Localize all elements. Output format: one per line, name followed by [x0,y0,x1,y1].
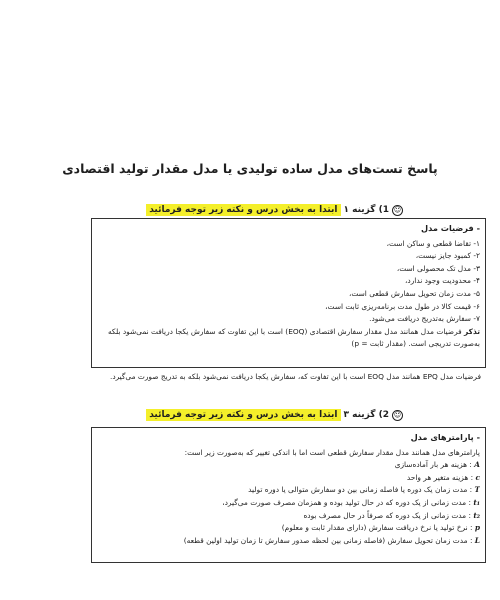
assumption-item: ۴- محدودیت وجود ندارد، [405,276,480,286]
answer-1-header [146,204,403,216]
note-text: فرضیات مدل همانند مدل مقدار سفارش اقتصادی (EOQ) است با این تفاوت که سفارش یکجا دریافت نمی‌شود بلکه به‌صورت تدریجی است. (مقدار ثابت = p) [107,326,480,349]
parameter-text: : نرخ تولید یا نرخ دریافت سفارش (دارای مقدار ثابت و معلوم) [281,523,473,533]
assumption-item: ۲- کمبود جایز نیست، [415,251,480,261]
assumption-item: ۷- سفارش به‌تدریج دریافت می‌شود. [369,314,480,324]
parameter-item [98,522,480,535]
parameter-text: : هزینه متغیر هر واحد [406,472,474,482]
parameter-item [98,472,480,485]
page-title: پاسخ تست‌های مدل ساده تولیدی یا مدل مقدار تولید اقتصادی [62,161,438,176]
assumption-item: ۱- تقاضا قطعی و ساکن است، [386,238,480,248]
parameter-text: : مدت زمانی از یک دوره که صرفاً در حال مصرف بوده [303,510,471,520]
parameters-box [91,427,486,563]
answer-2-header [146,409,403,421]
parameters-heading: - پارامترهای مدل [410,432,480,442]
parameter-text: : مدت زمانی از یک دوره که در حال تولید بوده و همزمان مصرف صورت می‌گیرد، [222,497,471,507]
smiley-icon: ☺ [393,205,402,214]
answer-2-highlight: ابتدا به بخش درس و نکته زیر توجه فرمائید [146,409,340,421]
parameter-text: : مدت زمان تحویل سفارش (فاصله زمانی بین لحظه صدور سفارش تا زمان تولید اولین قطعه) [183,535,473,545]
assumption-item: ۳- مدل تک محصولی است، [396,263,480,273]
parameter-item [98,510,480,523]
parameter-text: : مدت زمان یک دوره یا فاصله زمانی بین دو سفارش متوالی یا دوره تولید [248,485,473,495]
parameter-symbol: A [474,460,480,470]
answer-1-explanation: فرضیات مدل EPQ همانند مدل EOQ است با این تفاوت که، سفارش یکجا دریافت نمی‌شود بلکه به تدریج صورت می‌گیرد. [109,372,481,381]
smiley-icon: ☺ [393,410,402,419]
parameter-symbol: L [474,535,480,545]
parameter-symbol: p [474,523,480,533]
parameter-text: : هزینه هر بار آماده‌سازی [394,460,472,470]
assumption-item: ۶- قیمت کالا در طول مدت برنامه‌ریزی ثابت است، [325,301,480,311]
parameter-symbol: T [474,485,480,495]
assumption-item: ۵- مدت زمان تحویل سفارش قطعی است، [348,288,480,298]
parameter-symbol: t₁ [473,497,480,507]
answer-1-label: 1) گزینه ۱ [343,205,389,215]
parameter-symbol: t₂ [473,510,480,520]
parameter-item [98,459,480,472]
parameter-symbol: c [475,472,480,482]
parameter-item [98,497,480,510]
note [98,326,480,351]
parameter-item [98,484,480,497]
assumptions-box [91,218,486,368]
parameter-item [98,535,480,548]
parameters-intro: پارامترهای مدل همانند مدل مقدار سفارش قطعی است اما با اندکی تغییر که به‌صورت زیر است: [184,447,480,457]
note-heading: تذکر [464,326,480,336]
assumptions-heading: - فرضیات مدل [420,223,480,233]
answer-2-label: 2) گزینه ۳ [343,410,389,420]
answer-1-highlight: ابتدا به بخش درس و نکته زیر توجه فرمائید [146,204,340,216]
